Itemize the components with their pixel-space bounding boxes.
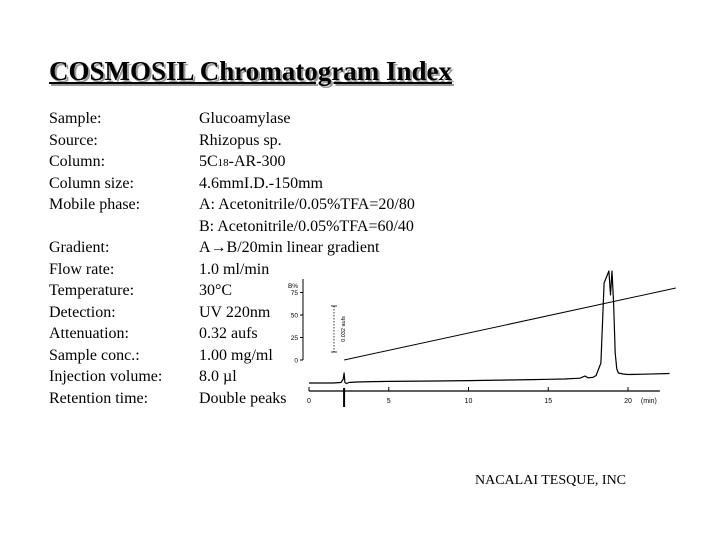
attenuation-value: 0.32 aufs <box>199 325 258 342</box>
page-title: COSMOSIL Chromatogram Index <box>49 56 453 86</box>
x-tick-label-5: 5 <box>386 398 391 405</box>
b-tick-label-50: 50 <box>290 312 298 320</box>
sample-label: Sample: <box>49 110 102 127</box>
injection-volume-value: 8.0 µl <box>199 368 237 385</box>
column-value-subscript: 18 <box>217 157 229 169</box>
detection-label: Detection: <box>49 303 116 321</box>
b-tick-label-75: 75 <box>290 290 298 297</box>
x-tick-label-10: 10 <box>464 398 473 405</box>
detection-value: UV 220nm <box>199 303 271 321</box>
x-tick-label-20: 20 <box>624 398 632 405</box>
chromatogram-trace-0 <box>309 271 670 384</box>
temperature-value: 30°C <box>199 282 233 299</box>
b-tick-label-0: 0 <box>294 357 298 365</box>
temperature-label: Temperature: <box>49 282 135 299</box>
x-tick-label-15: 15 <box>544 398 553 405</box>
gradient-label: Gradient: <box>49 239 110 256</box>
sample-conc-value: 1.00 mg/ml <box>199 346 273 364</box>
sample-value: Glucoamylase <box>199 110 291 127</box>
x-axis-label: (min) <box>640 398 657 405</box>
mobile-phase-label: Mobile phase: <box>49 196 141 213</box>
column-size-value: 4.6mmI.D.-150mm <box>199 174 323 192</box>
retention-time-value: Double peaks <box>199 389 287 407</box>
b-axis-label: B% <box>287 283 299 290</box>
company-footer: NACALAI TESQUE, INC <box>475 473 627 488</box>
attenuation-label: Attenuation: <box>49 325 129 342</box>
x-tick-label-0: 0 <box>307 398 311 405</box>
b-tick-label-25: 25 <box>290 335 298 342</box>
flow-rate-value: 1.0 ml/min <box>199 260 270 278</box>
gradient-value: A→B/20min linear gradient <box>199 239 380 256</box>
column-value-prefix: 5C <box>199 153 218 170</box>
source-label: Source: <box>49 131 98 149</box>
source-value: Rhizopus sp. <box>199 131 282 149</box>
column-size-label: Column size: <box>49 174 134 192</box>
injection-volume-label: Injection volume: <box>49 368 163 385</box>
scale-bar-label: 0.032 aufs <box>341 316 347 342</box>
column-value-suffix: -AR-300 <box>228 153 286 170</box>
flow-rate-label: Flow rate: <box>49 260 115 278</box>
sample-conc-label: Sample conc.: <box>49 346 140 364</box>
retention-time-label: Retention time: <box>49 389 149 407</box>
mobile-phase-value-b: B: Acetonitrile/0.05%TFA=60/40 <box>199 217 414 235</box>
mobile-phase-value-a: A: Acetonitrile/0.05%TFA=20/80 <box>199 196 415 213</box>
column-label: Column: <box>49 153 106 170</box>
gradient-line <box>344 288 676 360</box>
